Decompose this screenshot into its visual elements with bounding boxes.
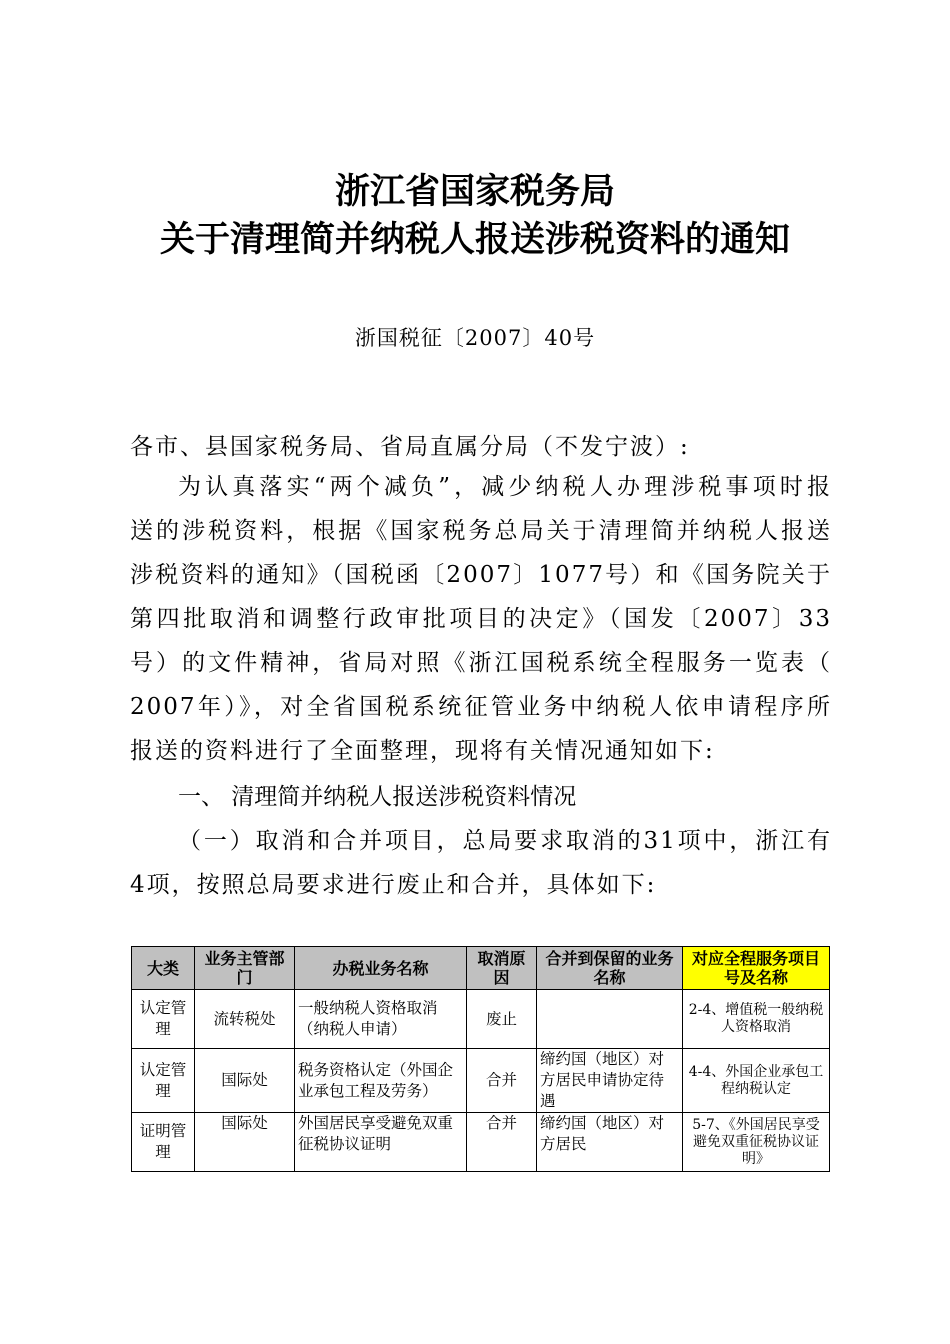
table-row: [132, 1113, 830, 1172]
cell-cancel-reason: 废止: [467, 990, 537, 1049]
cell-cancel-reason: 合并: [467, 1113, 537, 1172]
subsection1-line: （一）取消和合并项目，总局要求取消的31项中，浙江有: [178, 828, 832, 854]
body-line: 第四批取消和调整行政审批项目的决定》（国发〔2007〕33: [130, 606, 832, 632]
body-line: 送的涉税资料，根据《国家税务总局关于清理简并纳税人报送: [130, 518, 832, 544]
header-merged-into: 合并到保留的业务名称: [537, 947, 683, 990]
document-title-line1: 浙江省国家税务局: [334, 171, 615, 212]
body-line: 2007年）》，对全省国税系统征管业务中纳税人依申请程序所: [130, 694, 832, 720]
cell-department: 国际处: [195, 1049, 295, 1113]
cell-category: 认定管理: [132, 1049, 195, 1113]
header-category: 大类: [132, 947, 195, 990]
cell-service-item: 2-4、增值税一般纳税人资格取消: [683, 990, 830, 1049]
body-line: 为认真落实“两个减负”，减少纳税人办理涉税事项时报: [178, 474, 832, 500]
document-number: 浙国税征〔2007〕40号: [354, 326, 596, 350]
body-line: 报送的资料进行了全面整理，现将有关情况通知如下:: [130, 738, 715, 764]
header-cancel-reason: 取消原因: [467, 947, 537, 990]
cell-service-item: 4-4、外国企业承包工程纳税认定: [683, 1049, 830, 1113]
cell-business-name: 一般纳税人资格取消（纳税人申请）: [295, 990, 467, 1049]
cell-category: 证明管理: [132, 1113, 195, 1172]
cell-service-item: 5-7、《外国居民享受避免双重征税协议证明》: [683, 1113, 830, 1172]
header-department: 业务主管部门: [195, 947, 295, 990]
cell-department: 国际处: [195, 1113, 295, 1172]
cancelled-items-table: [131, 946, 830, 1172]
cell-merged-into: [537, 990, 683, 1049]
cell-category: 认定管理: [132, 990, 195, 1049]
cell-merged-into: 缔约国（地区）对方居民申请协定待遇: [537, 1049, 683, 1113]
table-row: [132, 1049, 830, 1113]
table-row: [132, 990, 830, 1049]
document-title-line2: 关于清理简并纳税人报送涉税资料的通知: [159, 219, 790, 260]
cell-merged-into: 缔约国（地区）对方居民: [537, 1113, 683, 1172]
section1-heading: 一、 清理简并纳税人报送涉税资料情况: [178, 784, 577, 810]
body-line: 号）的文件精神，省局对照《浙江国税系统全程服务一览表（: [130, 650, 832, 676]
cell-cancel-reason: 合并: [467, 1049, 537, 1113]
table-header-row: [132, 947, 830, 990]
cell-department: 流转税处: [195, 990, 295, 1049]
body-line: 涉税资料的通知》（国税函〔2007〕1077号）和《国务院关于: [130, 562, 832, 588]
cell-business-name: 外国居民享受避免双重征税协议证明: [295, 1113, 467, 1172]
cell-business-name: 税务资格认定（外国企业承包工程及劳务）: [295, 1049, 467, 1113]
addressee: 各市、县国家税务局、省局直属分局（不发宁波）:: [130, 434, 690, 460]
subsection1-line: 4项，按照总局要求进行废止和合并，具体如下:: [130, 872, 657, 898]
header-service-item: 对应全程服务项目号及名称: [683, 947, 830, 990]
header-business-name: 办税业务名称: [295, 947, 467, 990]
